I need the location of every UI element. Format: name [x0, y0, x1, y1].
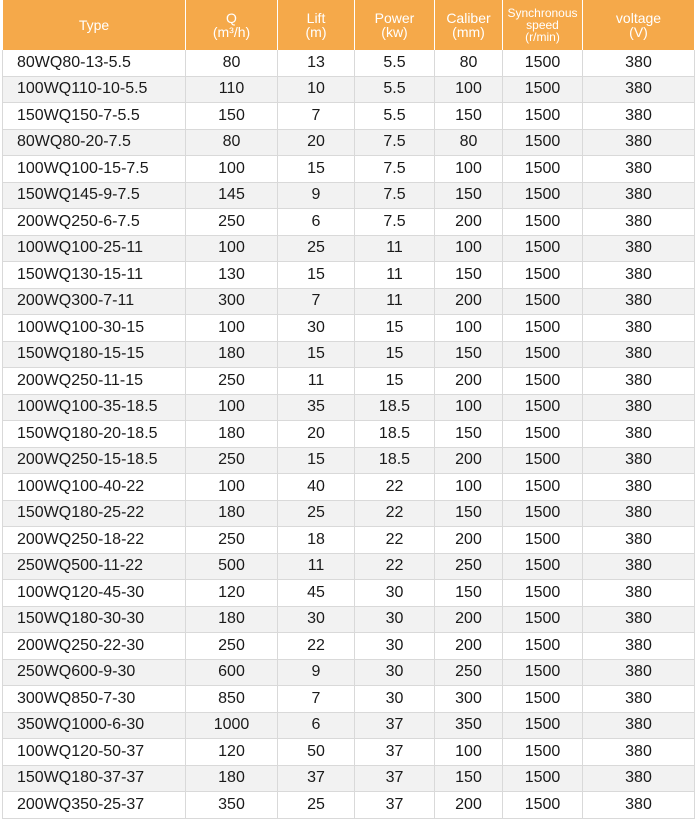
cell-voltage: 380 [583, 447, 695, 474]
table-body [3, 50, 695, 818]
cell-q: 100 [186, 315, 278, 342]
cell-caliber: 80 [435, 50, 503, 76]
table-row [3, 527, 695, 554]
cell-q: 1000 [186, 712, 278, 739]
cell-q: 100 [186, 235, 278, 262]
cell-caliber: 200 [435, 368, 503, 395]
table-row [3, 76, 695, 103]
cell-power: 22 [355, 553, 435, 580]
cell-synchronous-speed: 1500 [503, 235, 583, 262]
table-row [3, 182, 695, 209]
cell-voltage: 380 [583, 553, 695, 580]
cell-lift: 30 [278, 606, 355, 633]
cell-voltage: 380 [583, 606, 695, 633]
cell-lift: 20 [278, 129, 355, 156]
table-row [3, 235, 695, 262]
cell-q: 100 [186, 474, 278, 501]
cell-q: 250 [186, 527, 278, 554]
cell-power: 37 [355, 739, 435, 766]
cell-lift: 13 [278, 50, 355, 76]
cell-lift: 9 [278, 659, 355, 686]
cell-type: 100WQ100-35-18.5 [3, 394, 186, 421]
cell-caliber: 100 [435, 76, 503, 103]
cell-q: 150 [186, 103, 278, 130]
cell-lift: 11 [278, 368, 355, 395]
cell-synchronous-speed: 1500 [503, 421, 583, 448]
cell-power: 30 [355, 633, 435, 660]
cell-caliber: 200 [435, 633, 503, 660]
cell-q: 250 [186, 633, 278, 660]
table-row [3, 50, 695, 76]
cell-type: 150WQ180-25-22 [3, 500, 186, 527]
cell-power: 18.5 [355, 394, 435, 421]
cell-synchronous-speed: 1500 [503, 659, 583, 686]
cell-power: 11 [355, 262, 435, 289]
header-caliber-line1: Caliber [446, 10, 491, 26]
table-row [3, 315, 695, 342]
cell-voltage: 380 [583, 659, 695, 686]
cell-type: 150WQ150-7-5.5 [3, 103, 186, 130]
cell-voltage: 380 [583, 288, 695, 315]
cell-voltage: 380 [583, 129, 695, 156]
cell-lift: 37 [278, 765, 355, 792]
cell-caliber: 150 [435, 580, 503, 607]
cell-synchronous-speed: 1500 [503, 500, 583, 527]
cell-type: 100WQ100-40-22 [3, 474, 186, 501]
header-lift-line2: (m) [305, 24, 327, 40]
table-row [3, 686, 695, 713]
cell-type: 250WQ600-9-30 [3, 659, 186, 686]
cell-lift: 11 [278, 553, 355, 580]
table-row [3, 712, 695, 739]
header-type-line1: Type [78, 17, 110, 33]
cell-voltage: 380 [583, 474, 695, 501]
cell-voltage: 380 [583, 792, 695, 819]
cell-caliber: 200 [435, 209, 503, 236]
cell-lift: 7 [278, 288, 355, 315]
cell-q: 100 [186, 156, 278, 183]
header-type [3, 0, 186, 50]
cell-q: 180 [186, 606, 278, 633]
cell-synchronous-speed: 1500 [503, 341, 583, 368]
cell-voltage: 380 [583, 527, 695, 554]
header-voltage [583, 0, 695, 50]
cell-caliber: 350 [435, 712, 503, 739]
cell-power: 18.5 [355, 421, 435, 448]
cell-q: 850 [186, 686, 278, 713]
cell-synchronous-speed: 1500 [503, 50, 583, 76]
cell-voltage: 380 [583, 500, 695, 527]
cell-type: 100WQ120-50-37 [3, 739, 186, 766]
cell-q: 250 [186, 447, 278, 474]
cell-voltage: 380 [583, 50, 695, 76]
cell-power: 30 [355, 659, 435, 686]
cell-synchronous-speed: 1500 [503, 633, 583, 660]
cell-power: 30 [355, 686, 435, 713]
table-row [3, 394, 695, 421]
cell-q: 250 [186, 368, 278, 395]
cell-caliber: 80 [435, 129, 503, 156]
table-row [3, 421, 695, 448]
cell-synchronous-speed: 1500 [503, 394, 583, 421]
cell-q: 350 [186, 792, 278, 819]
cell-q: 120 [186, 739, 278, 766]
cell-synchronous-speed: 1500 [503, 209, 583, 236]
cell-type: 200WQ250-18-22 [3, 527, 186, 554]
cell-q: 145 [186, 182, 278, 209]
cell-caliber: 100 [435, 394, 503, 421]
table-row [3, 103, 695, 130]
cell-power: 15 [355, 341, 435, 368]
cell-caliber: 200 [435, 447, 503, 474]
cell-power: 5.5 [355, 103, 435, 130]
cell-voltage: 380 [583, 580, 695, 607]
cell-caliber: 150 [435, 182, 503, 209]
header-row [3, 0, 695, 50]
cell-type: 200WQ250-22-30 [3, 633, 186, 660]
cell-power: 15 [355, 368, 435, 395]
cell-synchronous-speed: 1500 [503, 129, 583, 156]
table-row [3, 633, 695, 660]
cell-type: 150WQ180-20-18.5 [3, 421, 186, 448]
cell-caliber: 250 [435, 553, 503, 580]
table-row [3, 606, 695, 633]
cell-synchronous-speed: 1500 [503, 553, 583, 580]
table-row [3, 341, 695, 368]
table-row [3, 765, 695, 792]
table-header [3, 0, 695, 50]
cell-q: 100 [186, 394, 278, 421]
cell-synchronous-speed: 1500 [503, 580, 583, 607]
cell-voltage: 380 [583, 156, 695, 183]
cell-caliber: 300 [435, 686, 503, 713]
table-row [3, 156, 695, 183]
cell-lift: 10 [278, 76, 355, 103]
cell-lift: 15 [278, 156, 355, 183]
cell-q: 300 [186, 288, 278, 315]
cell-power: 5.5 [355, 76, 435, 103]
cell-type: 200WQ300-7-11 [3, 288, 186, 315]
cell-q: 130 [186, 262, 278, 289]
cell-synchronous-speed: 1500 [503, 182, 583, 209]
cell-voltage: 380 [583, 368, 695, 395]
table-row [3, 288, 695, 315]
cell-type: 200WQ350-25-37 [3, 792, 186, 819]
table-row [3, 500, 695, 527]
table-row [3, 209, 695, 236]
cell-power: 11 [355, 235, 435, 262]
cell-lift: 25 [278, 500, 355, 527]
cell-q: 80 [186, 129, 278, 156]
cell-power: 7.5 [355, 182, 435, 209]
cell-synchronous-speed: 1500 [503, 686, 583, 713]
header-synchronous-speed-line3: (r/min) [525, 30, 560, 44]
cell-lift: 7 [278, 686, 355, 713]
cell-power: 30 [355, 606, 435, 633]
cell-caliber: 100 [435, 315, 503, 342]
header-q [186, 0, 278, 50]
cell-voltage: 380 [583, 182, 695, 209]
cell-power: 7.5 [355, 209, 435, 236]
cell-lift: 22 [278, 633, 355, 660]
cell-caliber: 250 [435, 659, 503, 686]
cell-power: 37 [355, 765, 435, 792]
cell-synchronous-speed: 1500 [503, 76, 583, 103]
cell-power: 37 [355, 792, 435, 819]
cell-lift: 45 [278, 580, 355, 607]
table-row [3, 368, 695, 395]
cell-lift: 40 [278, 474, 355, 501]
cell-q: 180 [186, 765, 278, 792]
cell-lift: 9 [278, 182, 355, 209]
cell-type: 200WQ250-11-15 [3, 368, 186, 395]
pump-spec-table [2, 0, 695, 819]
cell-type: 150WQ180-30-30 [3, 606, 186, 633]
cell-lift: 25 [278, 792, 355, 819]
cell-caliber: 200 [435, 792, 503, 819]
cell-power: 22 [355, 474, 435, 501]
cell-type: 250WQ500-11-22 [3, 553, 186, 580]
cell-power: 30 [355, 580, 435, 607]
table-row [3, 474, 695, 501]
header-voltage-line1: voltage [615, 10, 662, 26]
cell-lift: 7 [278, 103, 355, 130]
cell-voltage: 380 [583, 765, 695, 792]
cell-synchronous-speed: 1500 [503, 527, 583, 554]
cell-lift: 30 [278, 315, 355, 342]
cell-q: 180 [186, 341, 278, 368]
table-row [3, 792, 695, 819]
cell-voltage: 380 [583, 421, 695, 448]
table-row [3, 739, 695, 766]
cell-lift: 18 [278, 527, 355, 554]
cell-power: 15 [355, 315, 435, 342]
cell-q: 110 [186, 76, 278, 103]
cell-lift: 15 [278, 341, 355, 368]
cell-caliber: 150 [435, 500, 503, 527]
cell-caliber: 200 [435, 606, 503, 633]
cell-q: 500 [186, 553, 278, 580]
cell-q: 180 [186, 500, 278, 527]
cell-caliber: 200 [435, 527, 503, 554]
cell-caliber: 150 [435, 262, 503, 289]
cell-voltage: 380 [583, 76, 695, 103]
cell-lift: 6 [278, 209, 355, 236]
cell-caliber: 200 [435, 288, 503, 315]
table-row [3, 659, 695, 686]
header-voltage-line2: (V) [629, 24, 648, 40]
cell-type: 200WQ250-6-7.5 [3, 209, 186, 236]
cell-synchronous-speed: 1500 [503, 368, 583, 395]
cell-q: 80 [186, 50, 278, 76]
cell-q: 120 [186, 580, 278, 607]
header-power-line2: (kw) [381, 24, 408, 40]
header-q-line1: Q [226, 10, 237, 26]
cell-caliber: 150 [435, 421, 503, 448]
cell-lift: 25 [278, 235, 355, 262]
cell-caliber: 100 [435, 474, 503, 501]
cell-type: 100WQ100-30-15 [3, 315, 186, 342]
cell-type: 100WQ100-15-7.5 [3, 156, 186, 183]
cell-synchronous-speed: 1500 [503, 474, 583, 501]
header-caliber-line2: (mm) [452, 24, 485, 40]
cell-type: 150WQ180-37-37 [3, 765, 186, 792]
header-caliber [435, 0, 503, 50]
cell-synchronous-speed: 1500 [503, 288, 583, 315]
cell-voltage: 380 [583, 315, 695, 342]
cell-power: 37 [355, 712, 435, 739]
cell-type: 80WQ80-20-7.5 [3, 129, 186, 156]
table-row [3, 580, 695, 607]
cell-synchronous-speed: 1500 [503, 606, 583, 633]
cell-power: 7.5 [355, 156, 435, 183]
header-synchronous-speed-line2: speed [526, 18, 559, 32]
header-lift [278, 0, 355, 50]
cell-lift: 15 [278, 447, 355, 474]
header-power-line1: Power [374, 10, 415, 26]
cell-voltage: 380 [583, 209, 695, 236]
cell-q: 600 [186, 659, 278, 686]
cell-lift: 15 [278, 262, 355, 289]
cell-caliber: 100 [435, 156, 503, 183]
table-row [3, 553, 695, 580]
table-row [3, 447, 695, 474]
cell-type: 100WQ110-10-5.5 [3, 76, 186, 103]
cell-type: 150WQ130-15-11 [3, 262, 186, 289]
cell-type: 300WQ850-7-30 [3, 686, 186, 713]
cell-caliber: 150 [435, 341, 503, 368]
cell-power: 5.5 [355, 50, 435, 76]
cell-power: 7.5 [355, 129, 435, 156]
cell-type: 350WQ1000-6-30 [3, 712, 186, 739]
cell-type: 100WQ120-45-30 [3, 580, 186, 607]
header-synchronous-speed-line1: Synchronous [507, 6, 578, 20]
cell-voltage: 380 [583, 262, 695, 289]
cell-lift: 6 [278, 712, 355, 739]
header-lift-line1: Lift [306, 10, 326, 26]
header-power [355, 0, 435, 50]
cell-voltage: 380 [583, 394, 695, 421]
cell-voltage: 380 [583, 712, 695, 739]
cell-synchronous-speed: 1500 [503, 712, 583, 739]
cell-type: 150WQ180-15-15 [3, 341, 186, 368]
cell-synchronous-speed: 1500 [503, 792, 583, 819]
cell-lift: 35 [278, 394, 355, 421]
cell-type: 100WQ100-25-11 [3, 235, 186, 262]
header-synchronous-speed [503, 0, 583, 50]
table-row [3, 262, 695, 289]
cell-synchronous-speed: 1500 [503, 103, 583, 130]
cell-caliber: 100 [435, 739, 503, 766]
cell-lift: 50 [278, 739, 355, 766]
cell-synchronous-speed: 1500 [503, 315, 583, 342]
cell-voltage: 380 [583, 686, 695, 713]
cell-q: 250 [186, 209, 278, 236]
cell-q: 180 [186, 421, 278, 448]
cell-voltage: 380 [583, 341, 695, 368]
cell-type: 200WQ250-15-18.5 [3, 447, 186, 474]
table-row [3, 129, 695, 156]
cell-lift: 20 [278, 421, 355, 448]
cell-synchronous-speed: 1500 [503, 739, 583, 766]
cell-type: 80WQ80-13-5.5 [3, 50, 186, 76]
header-q-line2: (m³/h) [212, 24, 251, 40]
cell-voltage: 380 [583, 103, 695, 130]
cell-synchronous-speed: 1500 [503, 156, 583, 183]
cell-power: 18.5 [355, 447, 435, 474]
cell-power: 22 [355, 500, 435, 527]
cell-voltage: 380 [583, 739, 695, 766]
cell-power: 22 [355, 527, 435, 554]
cell-power: 11 [355, 288, 435, 315]
cell-caliber: 100 [435, 235, 503, 262]
cell-caliber: 150 [435, 103, 503, 130]
cell-caliber: 150 [435, 765, 503, 792]
cell-synchronous-speed: 1500 [503, 262, 583, 289]
cell-synchronous-speed: 1500 [503, 447, 583, 474]
cell-synchronous-speed: 1500 [503, 765, 583, 792]
cell-voltage: 380 [583, 633, 695, 660]
cell-type: 150WQ145-9-7.5 [3, 182, 186, 209]
cell-voltage: 380 [583, 235, 695, 262]
